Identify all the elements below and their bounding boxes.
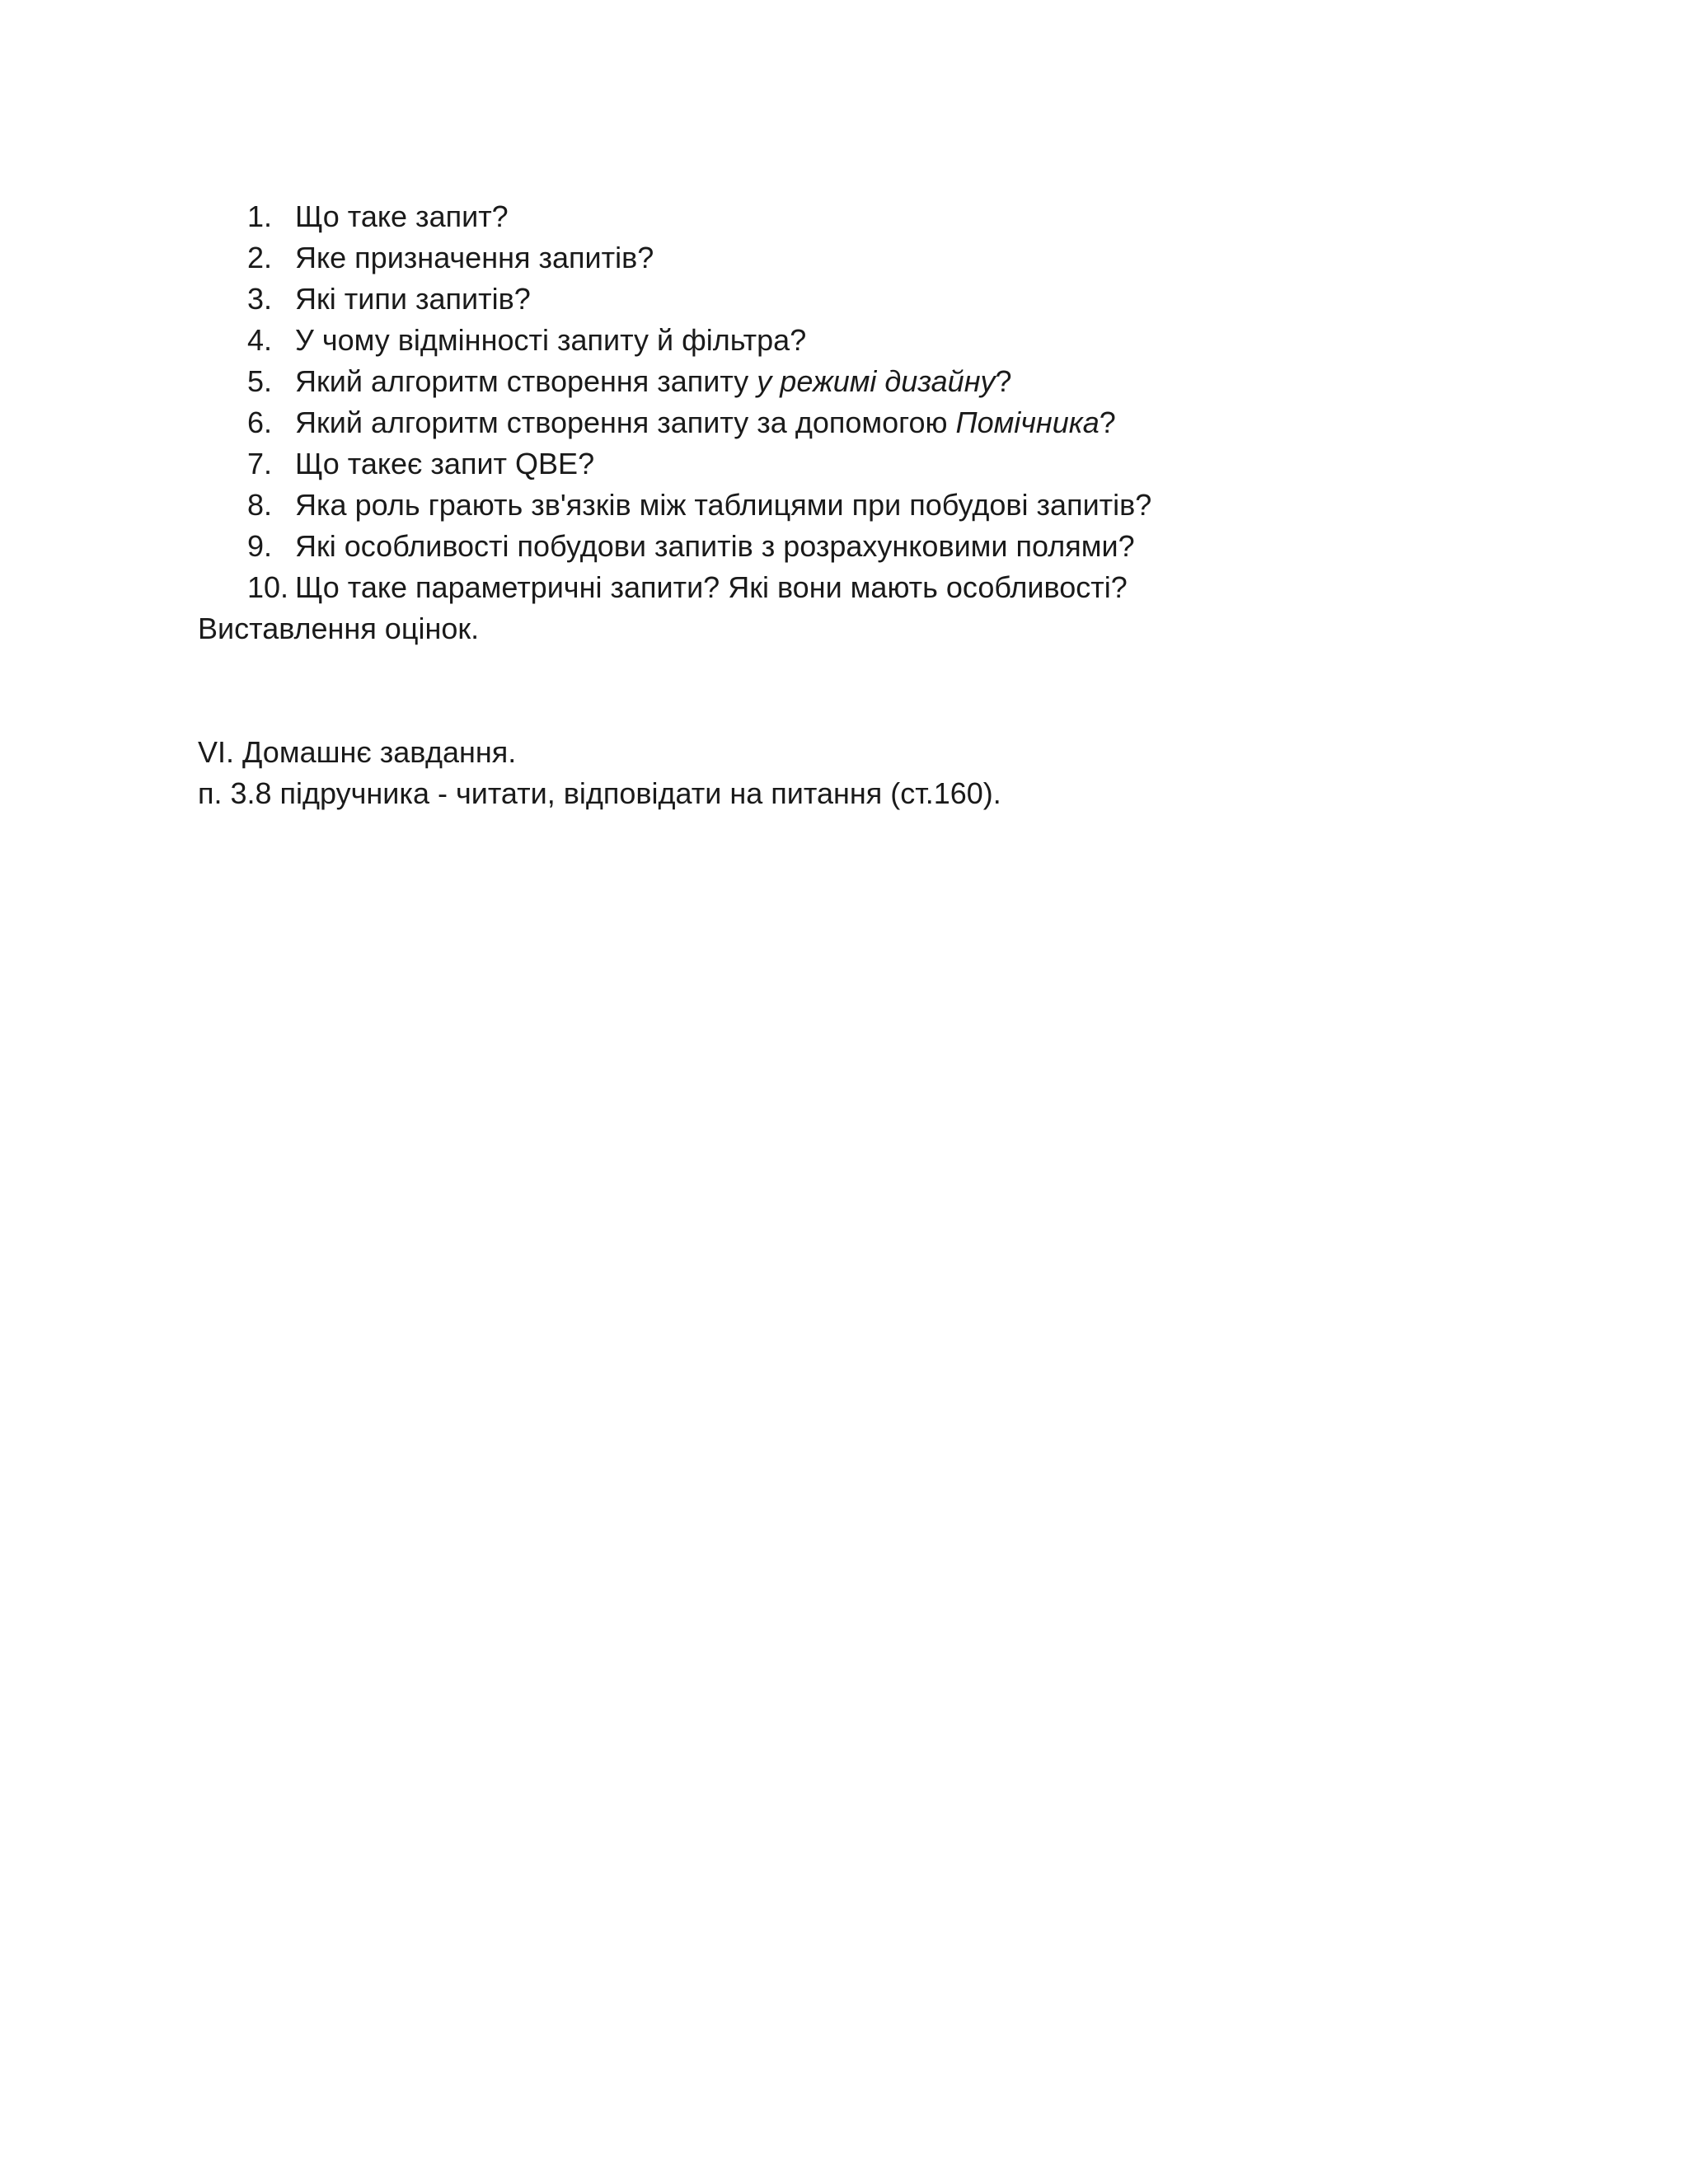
question-text: Який алгоритм створення запиту за допомогою (295, 405, 956, 439)
question-item-4 (198, 320, 1517, 361)
question-item-2 (198, 237, 1517, 279)
question-item-8 (198, 485, 1517, 526)
question-italic-text: у режимі дизайну (757, 364, 996, 398)
question-text: Який алгоритм створення запиту (295, 364, 757, 398)
question-item-7 (198, 443, 1517, 485)
question-number: 2. (247, 241, 273, 274)
question-text: У чому відмінності запиту й фільтра? (295, 323, 807, 357)
question-number: 8. (247, 488, 273, 522)
question-text: Яке призначення запитів? (295, 241, 654, 274)
question-number: 10. (247, 570, 289, 604)
question-number: 4. (247, 323, 273, 357)
question-number: 1. (247, 199, 273, 233)
question-text: Що таке запит? (295, 199, 509, 233)
question-text: Що такеє запит QBE? (295, 447, 595, 480)
question-number: 7. (247, 447, 273, 480)
grading-line: Виставлення оцінок. (198, 612, 480, 645)
question-text-end: ? (995, 364, 1012, 398)
question-item-10 (198, 567, 1517, 608)
question-number: 5. (247, 364, 273, 398)
question-item-1 (198, 196, 1517, 237)
question-item-6 (198, 402, 1517, 443)
question-text: Які типи запитів? (295, 282, 531, 316)
question-item-5 (198, 361, 1517, 402)
document-content (198, 196, 1517, 814)
question-number: 6. (247, 405, 273, 439)
question-item-3 (198, 279, 1517, 320)
questions-list (198, 196, 1517, 608)
question-item-9 (198, 526, 1517, 567)
question-number: 9. (247, 529, 273, 563)
homework-text: п. 3.8 підручника - читати, відповідати на питання (ст.160). (198, 776, 1001, 810)
question-text: Яка роль грають зв'язків між таблицями при побудові запитів? (295, 488, 1152, 522)
homework-heading: VI. Домашнє завдання. (198, 735, 517, 769)
question-text: Що таке параметричні запити? Які вони мають особливості? (295, 570, 1128, 604)
question-number: 3. (247, 282, 273, 316)
spacer (198, 649, 1517, 732)
question-text: Які особливості побудови запитів з розрахунковими полями? (295, 529, 1135, 563)
question-text-end: ? (1099, 405, 1116, 439)
question-italic-text: Помічника (955, 405, 1100, 439)
